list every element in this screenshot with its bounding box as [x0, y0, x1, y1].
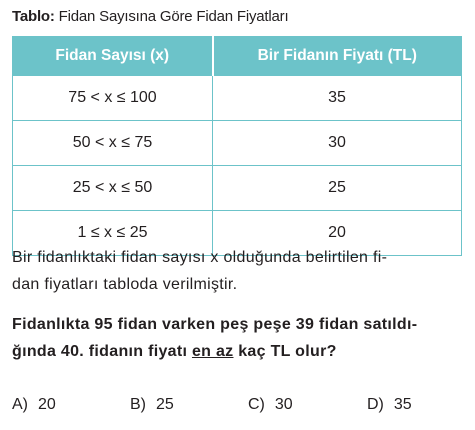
table-header-row — [13, 37, 462, 76]
option-letter: D) — [367, 396, 384, 413]
option-value: 30 — [274, 396, 293, 413]
header-fidan-sayisi: Fidan Sayısı (x) — [13, 37, 213, 76]
option-value: 25 — [156, 396, 174, 413]
table-row — [13, 121, 462, 166]
cell-range: 50 < x ≤ 75 — [13, 121, 213, 166]
description-line-1: Bir fidanlıktaki fidan sayısı x olduğunda belirtilen fi- — [12, 249, 388, 266]
cell-range: 75 < x ≤ 100 — [13, 76, 213, 121]
table-row — [13, 166, 462, 211]
option-value: 20 — [38, 396, 56, 413]
answer-options — [12, 396, 467, 420]
cell-price: 35 — [213, 76, 462, 121]
caption-title: Fidan Sayısına Göre Fidan Fiyatları — [58, 8, 289, 25]
problem-description — [12, 244, 467, 298]
option-a[interactable] — [12, 396, 56, 414]
option-c[interactable] — [248, 396, 293, 414]
question-line-2-end: kaç TL olur? — [233, 343, 337, 360]
cell-range: 1 ≤ x ≤ 25 — [13, 211, 213, 256]
option-letter: C) — [248, 396, 265, 413]
caption-lead: Tablo: — [12, 8, 55, 25]
option-b[interactable] — [130, 396, 174, 414]
table-caption — [12, 8, 288, 25]
question-line-2-start: ğında 40. fidanın fiyatı — [12, 343, 192, 360]
description-line-2: dan fiyatları tabloda verilmiştir. — [12, 276, 238, 293]
question-text — [12, 311, 467, 365]
table-row — [13, 76, 462, 121]
cell-price: 20 — [213, 211, 462, 256]
option-value: 35 — [393, 396, 412, 413]
option-letter: B) — [130, 396, 146, 413]
header-fidan-fiyati: Bir Fidanın Fiyatı (TL) — [213, 37, 462, 76]
cell-range: 25 < x ≤ 50 — [13, 166, 213, 211]
option-letter: A) — [12, 396, 28, 413]
price-table — [12, 36, 462, 256]
cell-price: 25 — [213, 166, 462, 211]
cell-price: 30 — [213, 121, 462, 166]
option-d[interactable] — [367, 396, 412, 414]
question-line-1: Fidanlıkta 95 fidan varken peş peşe 39 fidan satıldı- — [12, 316, 418, 333]
question-emphasis: en az — [191, 343, 234, 360]
question-line-2 — [12, 338, 467, 365]
